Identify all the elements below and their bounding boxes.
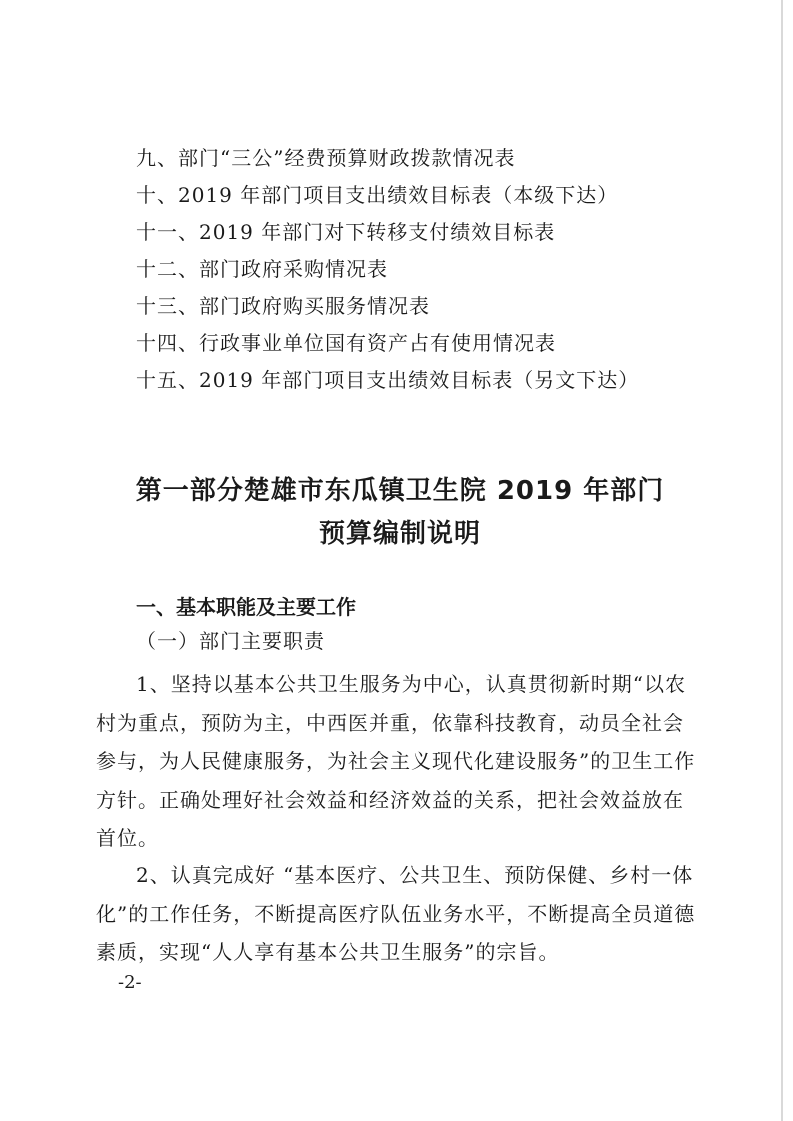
paragraph-1-line: 方针。正确处理好社会效益和经济效益的关系，把社会效益放在 [96,787,684,812]
paragraph-2-line: 化”的工作任务，不断提高医疗队伍业务水平，不断提高全员道德 [96,901,696,926]
toc-item-12: 十二、部门政府采购情况表 [136,257,388,281]
page-number: -2- [118,972,142,993]
part-title-line-1: 第一部分楚雄市东瓜镇卫生院 2019 年部门 [135,476,665,506]
section-heading: 一、基本职能及主要工作 [136,595,356,619]
part-title [100,470,700,556]
sub-heading: （一）部门主要职责 [136,629,325,653]
part-title-line-2: 预算编制说明 [318,519,481,549]
toc-item-9: 九、部门“三公”经费预算财政拨款情况表 [136,146,516,170]
paragraph-1 [96,665,696,858]
toc-item-13: 十三、部门政府购买服务情况表 [136,294,430,318]
scan-edge-line [781,0,783,1121]
toc-item-15: 十五、2019 年部门项目支出绩效目标表（另文下达） [136,368,640,392]
paragraph-2-line: 2、认真完成好 “基本医疗、公共卫生、预防保健、乡村一体 [136,863,694,887]
paragraph-2-line: 素质，实现“人人享有基本公共卫生服务”的宗旨。 [96,940,560,964]
table-of-contents [136,140,736,399]
paragraph-1-line: 参与，为人民健康服务，为社会主义现代化建设服务”的卫生工作 [96,749,696,773]
paragraph-1-line: 首位。 [96,826,159,850]
paragraph-1-line: 村为重点，预防为主，中西医并重，依靠科技教育，动员全社会 [96,710,684,735]
paragraph-1-line: 1、坚持以基本公共卫生服务为中心，认真贯彻新时期“以农 [136,672,686,696]
toc-item-11: 十一、2019 年部门对下转移支付绩效目标表 [136,220,556,244]
toc-item-10: 十、2019 年部门项目支出绩效目标表（本级下达） [136,183,619,207]
paragraph-2 [96,856,696,972]
toc-item-14: 十四、行政事业单位国有资产占有使用情况表 [136,331,556,355]
